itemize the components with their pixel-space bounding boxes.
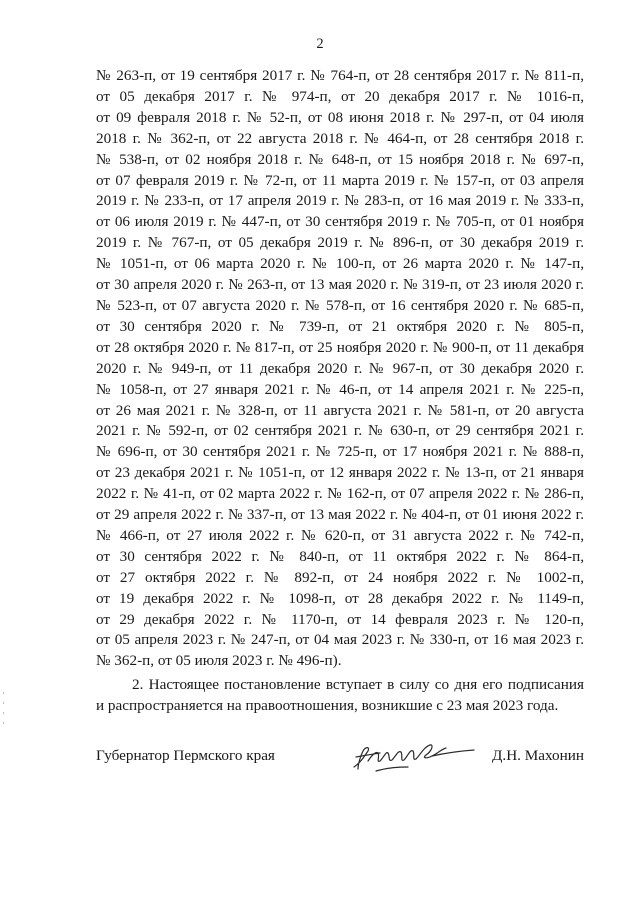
scan-margin-marks bbox=[2, 690, 6, 730]
page-number: 2 bbox=[316, 36, 324, 52]
text-line: от 29 декабря 2022 г. № 1170-п, от 14 февраля 2023 г. № 120-п, bbox=[96, 610, 584, 628]
text-line: № 523-п, от 07 августа 2020 г. № 578-п, от 16 сентября 2020 г. № 685-п, bbox=[96, 296, 584, 314]
text-line: № 466-п, от 27 июля 2022 г. № 620-п, от 31 августа 2022 г. № 742-п, bbox=[96, 526, 584, 544]
text-line: № 538-п, от 02 ноября 2018 г. № 648-п, от 15 ноября 2018 г. № 697-п, bbox=[96, 150, 584, 168]
text-line: 2019 г. № 233-п, от 17 апреля 2019 г. № 283-п, от 16 мая 2019 г. № 333-п, bbox=[96, 192, 584, 210]
text-line: № 263-п, от 19 сентября 2017 г. № 764-п, от 28 сентября 2017 г. № 811-п, bbox=[96, 67, 584, 84]
text-line: 2021 г. № 592-п, от 02 сентября 2021 г. № 630-п, от 29 сентября 2021 г. bbox=[96, 422, 584, 440]
signature-block bbox=[96, 737, 584, 777]
text-line: 2020 г. № 949-п, от 11 декабря 2020 г. № 967-п, от 30 декабря 2020 г. bbox=[96, 359, 584, 377]
handwritten-signature bbox=[346, 737, 476, 775]
document-body bbox=[96, 66, 584, 717]
text-line: от 05 апреля 2023 г. № 247-п, от 04 мая 2023 г. № 330-п, от 16 мая 2023 г. bbox=[96, 631, 584, 649]
text-line: № 1058-п, от 27 января 2021 г. № 46-п, от 14 апреля 2021 г. № 225-п, bbox=[96, 380, 584, 398]
text-line: от 07 февраля 2019 г. № 72-п, от 11 марта 2019 г. № 157-п, от 03 апреля bbox=[96, 171, 584, 189]
text-line: от 09 февраля 2018 г. № 52-п, от 08 июня 2018 г. № 297-п, от 04 июля bbox=[96, 108, 584, 126]
text-line: 2. Настоящее постановление вступает в силу со дня его подписания bbox=[132, 676, 584, 694]
text-line: № 362-п, от 05 июля 2023 г. № 496-п). bbox=[96, 652, 342, 670]
text-line: 2019 г. № 767-п, от 05 декабря 2019 г. № 896-п, от 30 декабря 2019 г. bbox=[96, 234, 584, 252]
text-line: № 696-п, от 30 сентября 2021 г. № 725-п, от 17 ноября 2021 г. № 888-п, bbox=[96, 443, 584, 461]
text-line: и распространяется на правоотношения, возникшие с 23 мая 2023 года. bbox=[96, 697, 559, 715]
text-line: 2018 г. № 362-п, от 22 августа 2018 г. № 464-п, от 28 сентября 2018 г. bbox=[96, 129, 584, 147]
text-line: от 28 октября 2020 г. № 817-п, от 25 ноября 2020 г. № 900-п, от 11 декабря bbox=[96, 338, 584, 356]
text-line: 2022 г. № 41-п, от 02 марта 2022 г. № 162-п, от 07 апреля 2022 г. № 286-п, bbox=[96, 485, 584, 503]
text-line: от 26 мая 2021 г. № 328-п, от 11 августа 2021 г. № 581-п, от 20 августа bbox=[96, 401, 584, 419]
text-line: № 1051-п, от 06 марта 2020 г. № 100-п, от 26 марта 2020 г. № 147-п, bbox=[96, 255, 584, 273]
text-line: от 27 октября 2022 г. № 892-п, от 24 ноября 2022 г. № 1002-п, bbox=[96, 568, 584, 586]
text-line: от 30 сентября 2020 г. № 739-п, от 21 октября 2020 г. № 805-п, bbox=[96, 317, 584, 335]
paragraph-2 bbox=[96, 675, 584, 717]
paragraph-1 bbox=[96, 66, 584, 672]
signatory-name: Д.Н. Махонин bbox=[492, 747, 584, 764]
signatory-title: Губернатор Пермского края bbox=[96, 747, 275, 764]
text-line: от 06 июля 2019 г. № 447-п, от 30 сентября 2019 г. № 705-п, от 01 ноября bbox=[96, 213, 584, 231]
text-line: от 23 декабря 2021 г. № 1051-п, от 12 января 2022 г. № 13-п, от 21 января bbox=[96, 464, 584, 482]
text-line: от 30 сентября 2022 г. № 840-п, от 11 октября 2022 г. № 864-п, bbox=[96, 547, 584, 565]
text-line: от 19 декабря 2022 г. № 1098-п, от 28 декабря 2022 г. № 1149-п, bbox=[96, 589, 584, 607]
text-line: от 29 апреля 2022 г. № 337-п, от 13 мая 2022 г. № 404-п, от 01 июня 2022 г. bbox=[96, 506, 584, 524]
text-line: от 30 апреля 2020 г. № 263-п, от 13 мая 2020 г. № 319-п, от 23 июля 2020 г. bbox=[96, 276, 584, 294]
text-line: от 05 декабря 2017 г. № 974-п, от 20 декабря 2017 г. № 1016-п, bbox=[96, 87, 584, 105]
